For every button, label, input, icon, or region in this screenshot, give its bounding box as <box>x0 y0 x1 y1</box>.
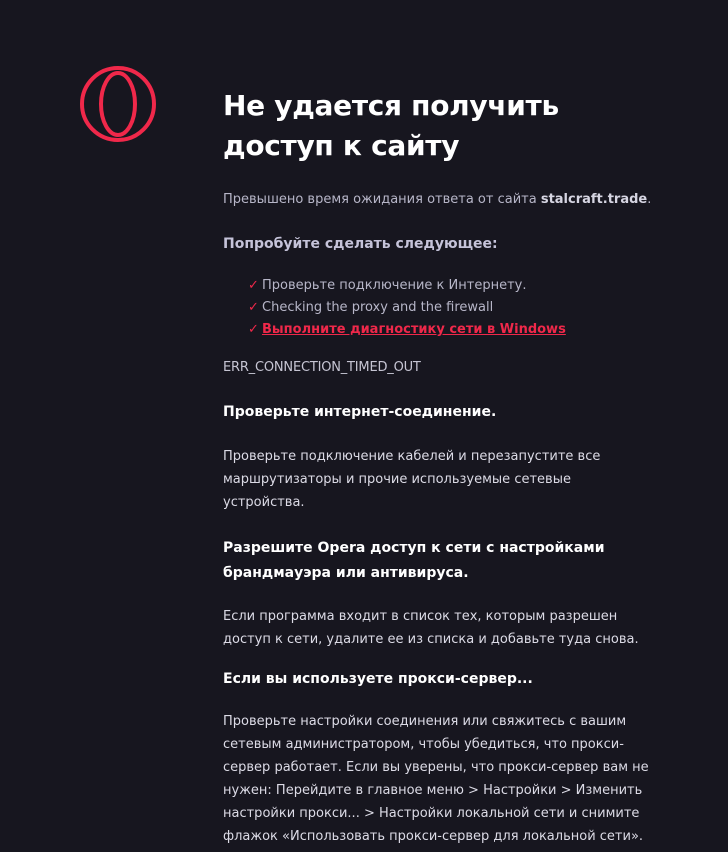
suggestion-text: Проверьте подключение к Интернету. <box>262 278 527 293</box>
section-heading-firewall: Разрешите Opera доступ к сети с настройками брандмауэра или антивируса. <box>223 540 605 581</box>
error-description <box>223 191 653 209</box>
site-domain: stalcraft.trade <box>540 192 648 207</box>
section-heading-internet: Проверьте интернет-соединение. <box>223 404 497 420</box>
suggestion-text: Checking the proxy and the firewall <box>262 300 494 315</box>
opera-logo-icon <box>78 64 158 144</box>
page-title: Не удается получить доступ к сайту <box>223 89 559 162</box>
section-heading-proxy: Если вы используете прокси-сервер... <box>223 671 533 687</box>
suggestion-check-proxy <box>248 297 653 319</box>
section-body-firewall: Если программа входит в список тех, которым разрешен доступ к сети, удалите ее из списка и добавьте туда снова. <box>223 609 639 647</box>
section-body-internet: Проверьте подключение кабелей и перезапустите все маршрутизаторы и прочие используемые сетевые устройства. <box>223 449 601 510</box>
error-description-prefix: Превышено время ожидания ответа от сайта <box>223 192 541 207</box>
check-mark-icon: ✓ <box>248 322 259 337</box>
check-mark-icon: ✓ <box>248 278 259 293</box>
network-diagnostics-link[interactable]: Выполните диагностику сети в Windows <box>262 322 566 337</box>
check-mark-icon: ✓ <box>248 300 259 315</box>
suggestion-check-connection <box>248 275 653 297</box>
suggestions-heading: Попробуйте сделать следующее: <box>223 236 498 252</box>
error-description-suffix: . <box>647 192 652 207</box>
error-content <box>223 86 653 848</box>
suggestion-run-diagnostics <box>248 319 653 341</box>
suggestions-list <box>223 275 653 341</box>
section-body-proxy: Проверьте настройки соединения или свяжитесь с вашим сетевым администратором, чтобы убедиться, что прокси-сервер работает. Если вы уверены, что прокси-сервер вам не нужен: Перейдите в главное меню > Настройки > Изменить настройки прокси... > Настройки локальной сети и снимите флажок «Использовать прокси-сервер для локальной сети». <box>223 714 649 844</box>
error-code: ERR_CONNECTION_TIMED_OUT <box>223 360 421 375</box>
